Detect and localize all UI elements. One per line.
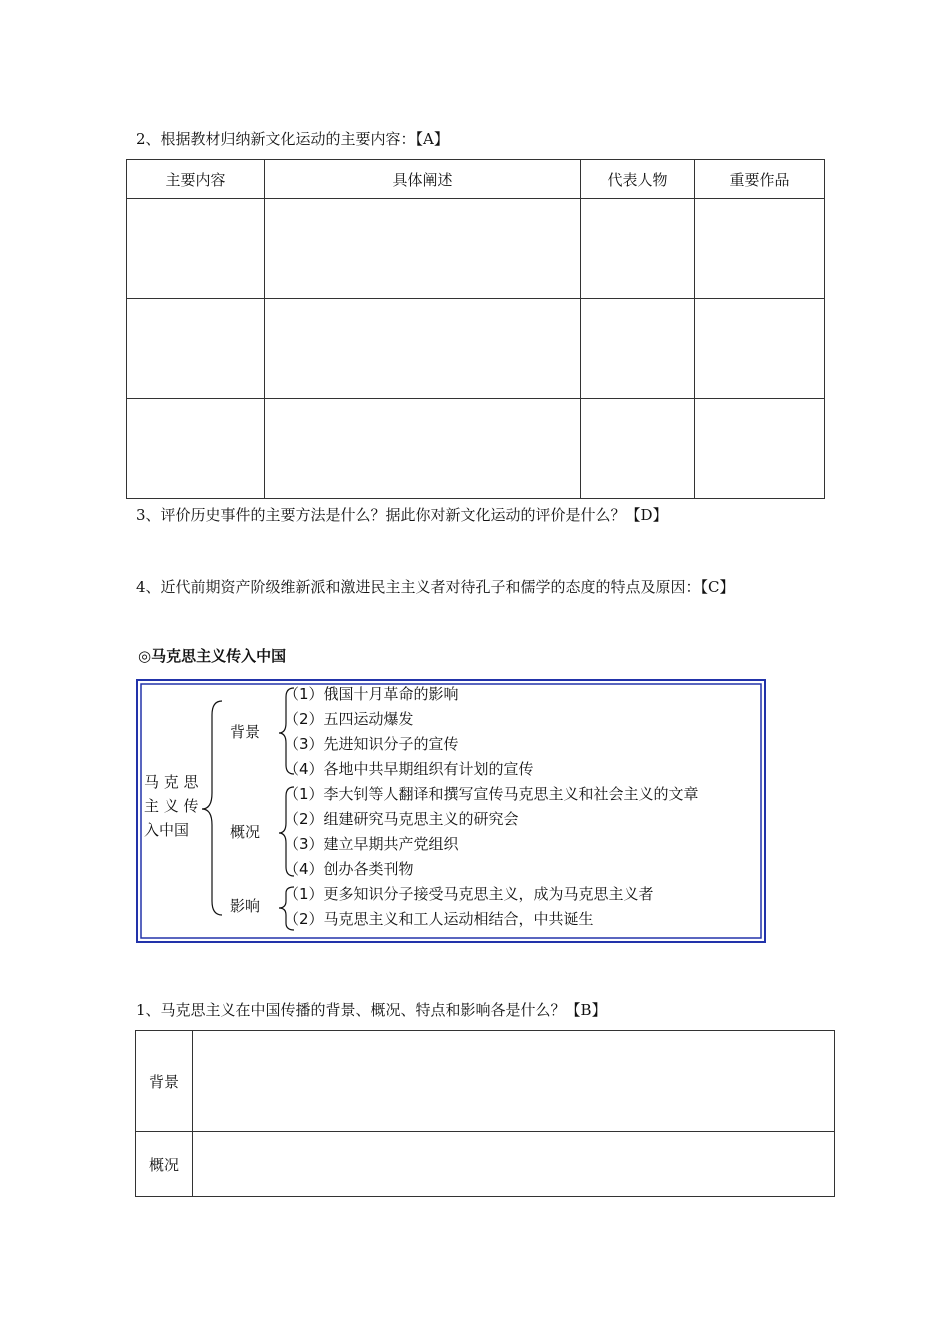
- root-brace: [202, 701, 222, 915]
- question-1: 1、马克思主义在中国传播的背景、概况、特点和影响各是什么？【B】: [136, 1001, 607, 1019]
- table-cell[interactable]: [581, 199, 695, 299]
- table-cell[interactable]: [581, 299, 695, 399]
- branch-label-background: 背景: [230, 723, 261, 741]
- impact-item-2: （2）马克思主义和工人运动相结合，中共诞生: [284, 910, 594, 928]
- table-cell[interactable]: [193, 1031, 835, 1132]
- background-item-4: （4）各地中共早期组织有计划的宣传: [284, 760, 534, 778]
- background-item-1: （1）俄国十月革命的影响: [284, 685, 459, 703]
- overview-item-1: （1）李大钊等人翻译和撰写宣传马克思主义和社会主义的文章: [284, 785, 699, 803]
- background-item-2: （2）五四运动爆发: [284, 710, 414, 728]
- content-summary-table: [126, 159, 825, 499]
- overview-item-2: （2）组建研究马克思主义的研究会: [284, 810, 519, 828]
- section-title: ◎马克思主义传入中国: [138, 647, 287, 665]
- header-figures: 代表人物: [581, 160, 695, 199]
- impact-item-1: （1）更多知识分子接受马克思主义，成为马克思主义者: [284, 885, 654, 903]
- overview-item-3: （3）建立早期共产党组织: [284, 835, 459, 853]
- header-details: 具体阐述: [265, 160, 581, 199]
- spread-analysis-table: [135, 1030, 835, 1197]
- table-cell[interactable]: [265, 199, 581, 299]
- overview-item-4: （4）创办各类刊物: [284, 860, 414, 878]
- table-cell[interactable]: [265, 399, 581, 499]
- table-cell[interactable]: [695, 299, 825, 399]
- table-cell[interactable]: [695, 199, 825, 299]
- table-cell[interactable]: [127, 299, 265, 399]
- root-line-1: 马 克 思: [144, 773, 199, 791]
- question-3: 3、评价历史事件的主要方法是什么？据此你对新文化运动的评价是什么？【D】: [136, 506, 668, 524]
- root-line-2: 主 义 传: [144, 797, 199, 815]
- row-label-overview: 概况: [136, 1132, 193, 1197]
- branch-label-overview: 概况: [230, 823, 261, 841]
- question-4: 4、近代前期资产阶级维新派和激进民主主义者对待孔子和儒学的态度的特点及原因：【C】: [136, 578, 735, 596]
- branch-label-impact: 影响: [230, 897, 261, 915]
- header-works: 重要作品: [695, 160, 825, 199]
- table-cell[interactable]: [695, 399, 825, 499]
- root-line-3: 入中国: [144, 821, 190, 839]
- row-label-background: 背景: [136, 1031, 193, 1132]
- table-cell[interactable]: [581, 399, 695, 499]
- table-cell[interactable]: [193, 1132, 835, 1197]
- table-cell[interactable]: [127, 199, 265, 299]
- header-main-content: 主要内容: [127, 160, 265, 199]
- table-cell[interactable]: [127, 399, 265, 499]
- mindmap-diagram: [136, 679, 766, 943]
- question-2: 2、根据教材归纳新文化运动的主要内容：【A】: [136, 130, 449, 148]
- background-item-3: （3）先进知识分子的宣传: [284, 735, 459, 753]
- table-cell[interactable]: [265, 299, 581, 399]
